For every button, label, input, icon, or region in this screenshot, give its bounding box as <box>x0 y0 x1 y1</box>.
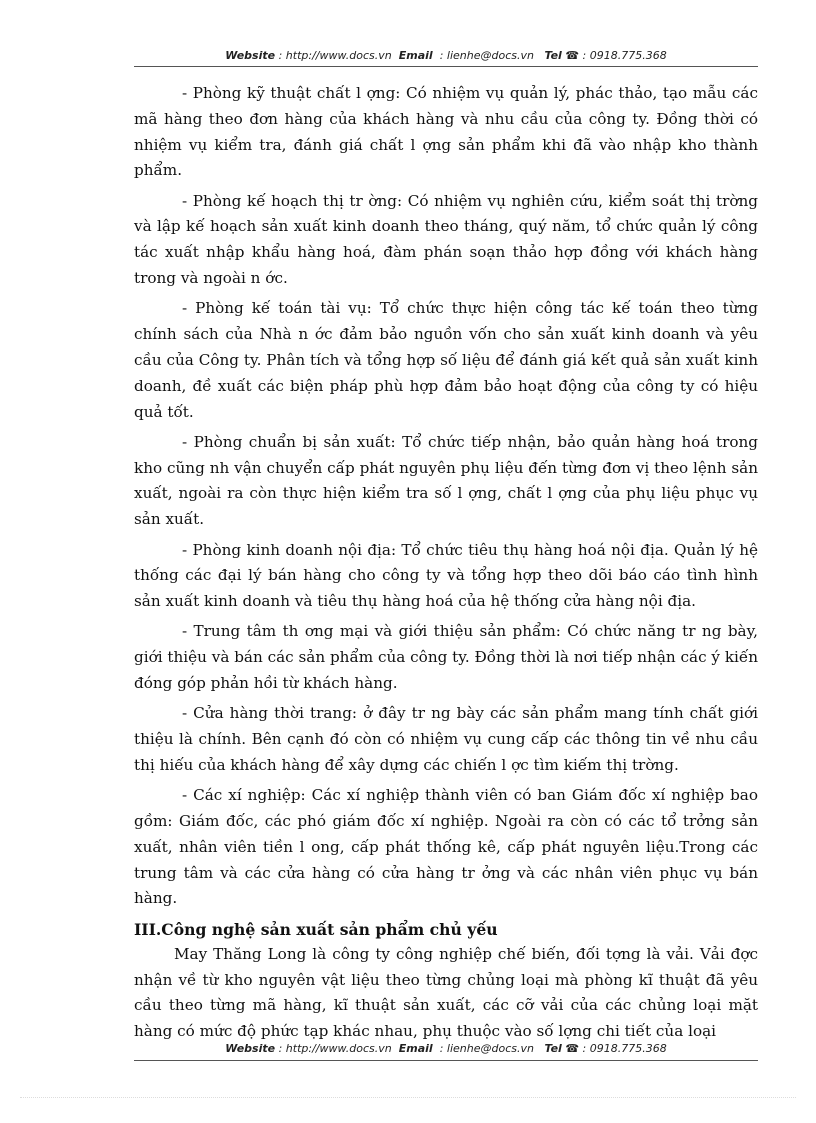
footer-email-value: : lienhe@docs.vn <box>439 1042 534 1055</box>
email-value: : lienhe@docs.vn <box>439 49 534 62</box>
footer-website-label: Website <box>225 1042 276 1055</box>
header-rule <box>134 66 758 67</box>
paragraph-ke-toan: - Phòng kế toán tài vụ: Tổ chức thực hiện công tác kế toán theo từng chính sách của Nhà n ớc đảm bảo nguồn vốn cho sản xuất kinh doanh và yêu cầu của Công ty. Phân tích và tổng hợp số liệu để đánh giá kết quả sản xuất kinh doanh, đề xuất các biện pháp phù hợp đảm bảo hoạt động của công ty có hiệu quả tốt. <box>134 299 758 421</box>
website-value: : http://www.docs.vn <box>278 49 392 62</box>
document-body <box>134 81 758 1049</box>
phone-icon: ☎ <box>565 49 580 62</box>
paragraph-chuan-bi: - Phòng chuẩn bị sản xuất: Tổ chức tiếp nhận, bảo quản hàng hoá trong kho cũng nh vận chuyển cấp phát nguyên phụ liệu đến từng đơn vị theo lệnh sản xuất, ngoài ra còn thực hiện kiểm tra số l ợng, chất l ợng của phụ liệu phục vụ sản xuất. <box>134 432 758 529</box>
footer-phone-icon: ☎ <box>565 1042 580 1055</box>
paragraph-ke-hoach: - Phòng kế hoạch thị tr ờng: Có nhiệm vụ nghiên cứu, kiểm soát thị trờng và lập kế hoạch sản xuất kinh doanh theo tháng, quý năm, tổ chức quản lý công tác xuất nhập khẩu hàng hoá, đàm phán soạn thảo hợp đồng với khách hàng trong và ngoài n ớc. <box>134 191 758 288</box>
footer-email-label: Email <box>398 1042 433 1055</box>
page-footer <box>134 1042 758 1055</box>
paragraph-ky-thuat: - Phòng kỹ thuật chất l ợng: Có nhiệm vụ quản lý, phác thảo, tạo mẫu các mã hàng theo đơn hàng của khách hàng và nhu cầu của công ty. Đồng thời có nhiệm vụ kiểm tra, đánh giá chất l ợng sản phẩm khi đã vào nhập kho thành phẩm. <box>134 84 758 180</box>
section-heading: III.Công nghệ sản xuất sản phẩm chủ yếu <box>134 919 498 939</box>
website-label: Website <box>225 49 276 62</box>
footer-rule <box>134 1060 758 1061</box>
page-header <box>134 49 758 62</box>
email-label: Email <box>398 49 433 62</box>
footer-tel-label: Tel <box>544 1042 562 1055</box>
page-edge-divider <box>20 1097 796 1098</box>
section-paragraph: May Thăng Long là công ty công nghiệp chế biến, đối tợng là vải. Vải đợc nhận về từ kho nguyên vật liệu theo từng chủng loại mà phòng kĩ thuật đã yêu cầu theo từng mã hàng, kĩ thuật sản xuất, các cỡ vải của các chủng loại mặt hàng có mức độ phức tạp khác nhau, phụ thuộc vào số lợng chi tiết của loại <box>134 944 758 1041</box>
paragraph-trung-tam: - Trung tâm th ơng mại và giới thiệu sản phẩm: Có chức năng tr ng bày, giới thiệu và bán các sản phẩm của công ty. Đồng thời là nơi tiếp nhận các ý kiến đóng góp phản hồi từ khách hàng. <box>134 622 758 693</box>
tel-label: Tel <box>544 49 562 62</box>
paragraph-xi-nghiep: - Các xí nghiệp: Các xí nghiệp thành viên có ban Giám đốc xí nghiệp bao gồm: Giám đốc, các phó giám đốc xí nghiệp. Ngoài ra còn có các tổ trởng sản xuất, nhân viên tiền l ong, cấp phát thống kê, cấp phát nguyên liệu.Trong các trung tâm và các cửa hàng có cửa hàng tr ởng và các nhân viên phục vụ bán hàng. <box>134 786 758 908</box>
tel-value: : 0918.775.368 <box>582 49 667 62</box>
footer-website-value: : http://www.docs.vn <box>278 1042 392 1055</box>
paragraph-kinh-doanh: - Phòng kinh doanh nội địa: Tổ chức tiêu thụ hàng hoá nội địa. Quản lý hệ thống các đại lý bán hàng cho công ty và tổng hợp theo dõi báo cáo tình hình sản xuất kinh doanh và tiêu thụ hàng hoá của hệ thống cửa hàng nội địa. <box>134 540 758 611</box>
paragraph-cua-hang: - Cửa hàng thời trang: ở đây tr ng bày các sản phẩm mang tính chất giới thiệu là chính. Bên cạnh đó còn có nhiệm vụ cung cấp các thông tin về nhu cầu thị hiếu của khách hàng để xây dựng các chiến l ợc tìm kiếm thị trờng. <box>134 704 758 774</box>
footer-tel-value: : 0918.775.368 <box>582 1042 667 1055</box>
